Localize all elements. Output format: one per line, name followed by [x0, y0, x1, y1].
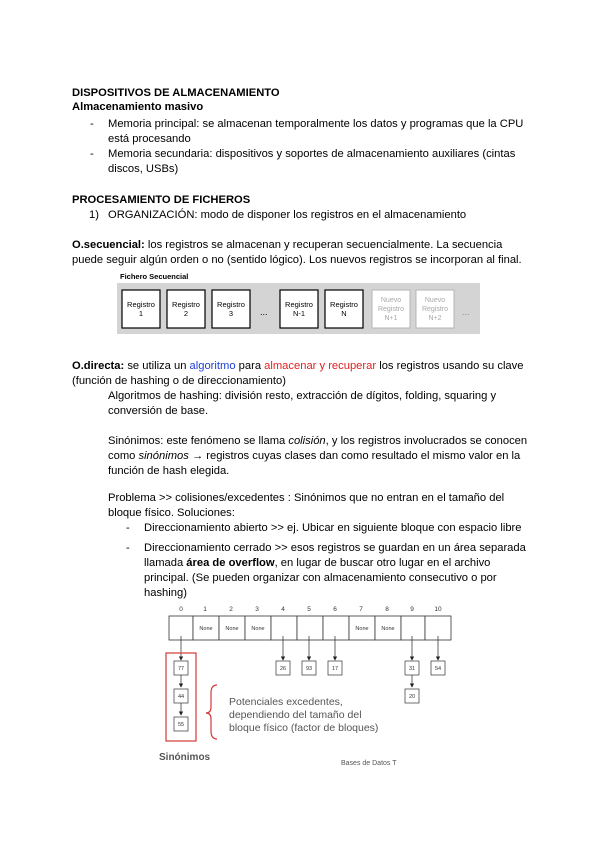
- record-number: 1: [138, 309, 144, 318]
- node-value: 31: [408, 666, 416, 672]
- figure-credit: Bases de Datos T: [341, 760, 397, 767]
- record-label: Registro: [172, 300, 200, 309]
- cell-none: None: [355, 626, 369, 632]
- record-box: [212, 290, 250, 328]
- new-record-box: [416, 290, 454, 328]
- new-record-number: N+2: [428, 315, 442, 322]
- secuencial-label: O.secuencial:: [72, 239, 145, 251]
- directa-text: los registros usando su clave: [376, 360, 524, 372]
- hashing-line1: Algoritmos de hashing: división resto, extracción de dígitos, folding, squaring y: [108, 390, 497, 402]
- solucion-text: , en lugar de buscar otro lugar en el archivo: [274, 557, 491, 569]
- hash-table-figure: [155, 603, 465, 773]
- hashing-line2: conversión de base.: [108, 405, 209, 417]
- almacenar-highlight: almacenar y recuperar: [264, 360, 377, 372]
- record-label: Registro: [217, 300, 245, 309]
- index-label: 9: [410, 606, 414, 613]
- secuencial-line2: puede seguir algún orden o no (sentido lógico). Los nuevos registros se incorporan al final.: [72, 254, 522, 266]
- new-record-box: [372, 290, 410, 328]
- solucion-cerrado-line3: principal. (Se pueden organizar con almacenamiento consecutivo o por: [144, 572, 497, 584]
- problema-line1: Problema >> colisiones/excedentes : Sinónimos que no entran en el tamaño del: [108, 492, 505, 504]
- colision-term: colisión: [288, 435, 326, 447]
- page-title: DISPOSITIVOS DE ALMACENAMIENTO: [72, 87, 280, 99]
- cell-none: None: [381, 626, 395, 632]
- problema-line2: bloque físico. Soluciones:: [108, 507, 235, 519]
- node-value: 55: [177, 722, 185, 728]
- index-labels: [179, 606, 442, 613]
- record-label: Registro: [330, 300, 358, 309]
- node-value: 20: [408, 694, 416, 700]
- sinonimos-text: como: [108, 450, 139, 462]
- index-label: 8: [385, 606, 389, 613]
- cell-none: None: [199, 626, 213, 632]
- index-label: 4: [281, 606, 285, 613]
- hash-cell: [401, 616, 425, 640]
- bullet-dash: -: [90, 148, 94, 160]
- section-title: PROCESAMIENTO DE FICHEROS: [72, 194, 251, 206]
- sequential-file-figure: [112, 270, 482, 336]
- figure-title: Fichero Secuencial: [120, 272, 189, 281]
- index-label: 10: [434, 606, 442, 613]
- index-label: 0: [179, 606, 183, 613]
- sinonimos-line3: función de hash elegida.: [108, 465, 230, 477]
- algoritmo-highlight: algoritmo: [189, 360, 236, 372]
- ellipsis: ...: [260, 307, 268, 317]
- sinonimos-text: Sinónimos: este fenómeno se llama: [108, 435, 289, 447]
- bullet-dash: -: [126, 542, 130, 554]
- directa-line1: [72, 359, 523, 374]
- new-record-number: N+1: [384, 315, 398, 322]
- sinonimos-line2: [108, 449, 520, 464]
- mem-principal-line2: está procesando: [108, 133, 191, 145]
- annotation-line: dependiendo del tamaño del: [229, 709, 362, 721]
- cell-none: None: [251, 626, 265, 632]
- record-box: [280, 290, 318, 328]
- secuencial-text: los registros se almacenan y recuperan secuencialmente. La secuencia: [144, 239, 503, 251]
- record-number: N: [341, 309, 347, 318]
- sinonimos-term: sinónimos: [138, 450, 189, 462]
- directa-line2: (función de hashing o de direccionamiento): [72, 375, 286, 387]
- node-value: 26: [279, 666, 287, 672]
- record-box: [167, 290, 205, 328]
- sinonimos-text: → registros cuyas clases dan como resultado el mismo valor en la: [188, 450, 521, 462]
- solucion-abierto: Direccionamiento abierto >> ej. Ubicar en siguiente bloque con espacio libre: [144, 522, 522, 534]
- record-label: Registro: [127, 300, 155, 309]
- hash-cell: [297, 616, 323, 640]
- ellipsis: ...: [462, 307, 470, 317]
- solucion-cerrado-line4: hashing): [144, 587, 187, 599]
- mem-principal-line1: Memoria principal: se almacenan temporalmente los datos y programas que la CPU: [108, 118, 524, 130]
- node-value: 44: [177, 694, 185, 700]
- record-number: 2: [183, 309, 189, 318]
- node-value: 54: [434, 666, 442, 672]
- solucion-cerrado-line1: Direccionamiento cerrado >> esos registros se guardan en un área separada: [144, 542, 526, 554]
- overflow-term: área de overflow: [186, 557, 275, 569]
- annotation-line: bloque físico (factor de bloques): [229, 722, 379, 734]
- index-label: 3: [255, 606, 259, 613]
- record-box: [122, 290, 160, 328]
- synonyms-label: Sinónimos: [159, 752, 211, 763]
- directa-text: se utiliza un: [124, 360, 190, 372]
- mem-secundaria-line1: Memoria secundaria: dispositivos y soportes de almacenamiento auxiliares (cintas: [108, 148, 516, 160]
- node-value: 77: [177, 666, 185, 672]
- record-label: Registro: [285, 300, 313, 309]
- subtitle: Almacenamiento masivo: [72, 101, 204, 113]
- cell-none: None: [225, 626, 239, 632]
- new-record-label: Nuevo: [424, 297, 446, 304]
- bullet-dash: -: [90, 118, 94, 130]
- organizacion-text: ORGANIZACIÓN: modo de disponer los registros en el almacenamiento: [108, 209, 467, 221]
- secuencial-line1: [72, 238, 502, 253]
- new-record-label: Nuevo: [380, 297, 402, 304]
- new-record-label: Registro: [421, 306, 449, 313]
- list-number: 1): [89, 209, 99, 221]
- index-label: 7: [359, 606, 363, 613]
- node-value: 93: [305, 666, 313, 672]
- directa-label: O.directa:: [72, 360, 125, 372]
- node-value: 17: [331, 666, 339, 672]
- index-label: 5: [307, 606, 311, 613]
- hash-cell: [271, 616, 297, 640]
- sinonimos-line1: [108, 434, 527, 449]
- hash-cell: [323, 616, 349, 640]
- record-number: N-1: [292, 309, 306, 318]
- annotation-line: Potenciales excedentes,: [229, 696, 343, 708]
- solucion-text: llamada: [144, 557, 187, 569]
- record-box: [325, 290, 363, 328]
- new-record-label: Registro: [377, 306, 405, 313]
- mem-secundaria-line2: discos, USBs): [108, 163, 179, 175]
- directa-text: para: [235, 360, 265, 372]
- index-label: 2: [229, 606, 233, 613]
- bullet-dash: -: [126, 522, 130, 534]
- record-number: 3: [228, 309, 234, 318]
- index-label: 1: [203, 606, 207, 613]
- index-label: 6: [333, 606, 337, 613]
- sinonimos-text: , y los registros involucrados se conocen: [325, 435, 528, 447]
- solucion-cerrado-line2: [144, 556, 490, 571]
- brace-icon: [206, 685, 217, 739]
